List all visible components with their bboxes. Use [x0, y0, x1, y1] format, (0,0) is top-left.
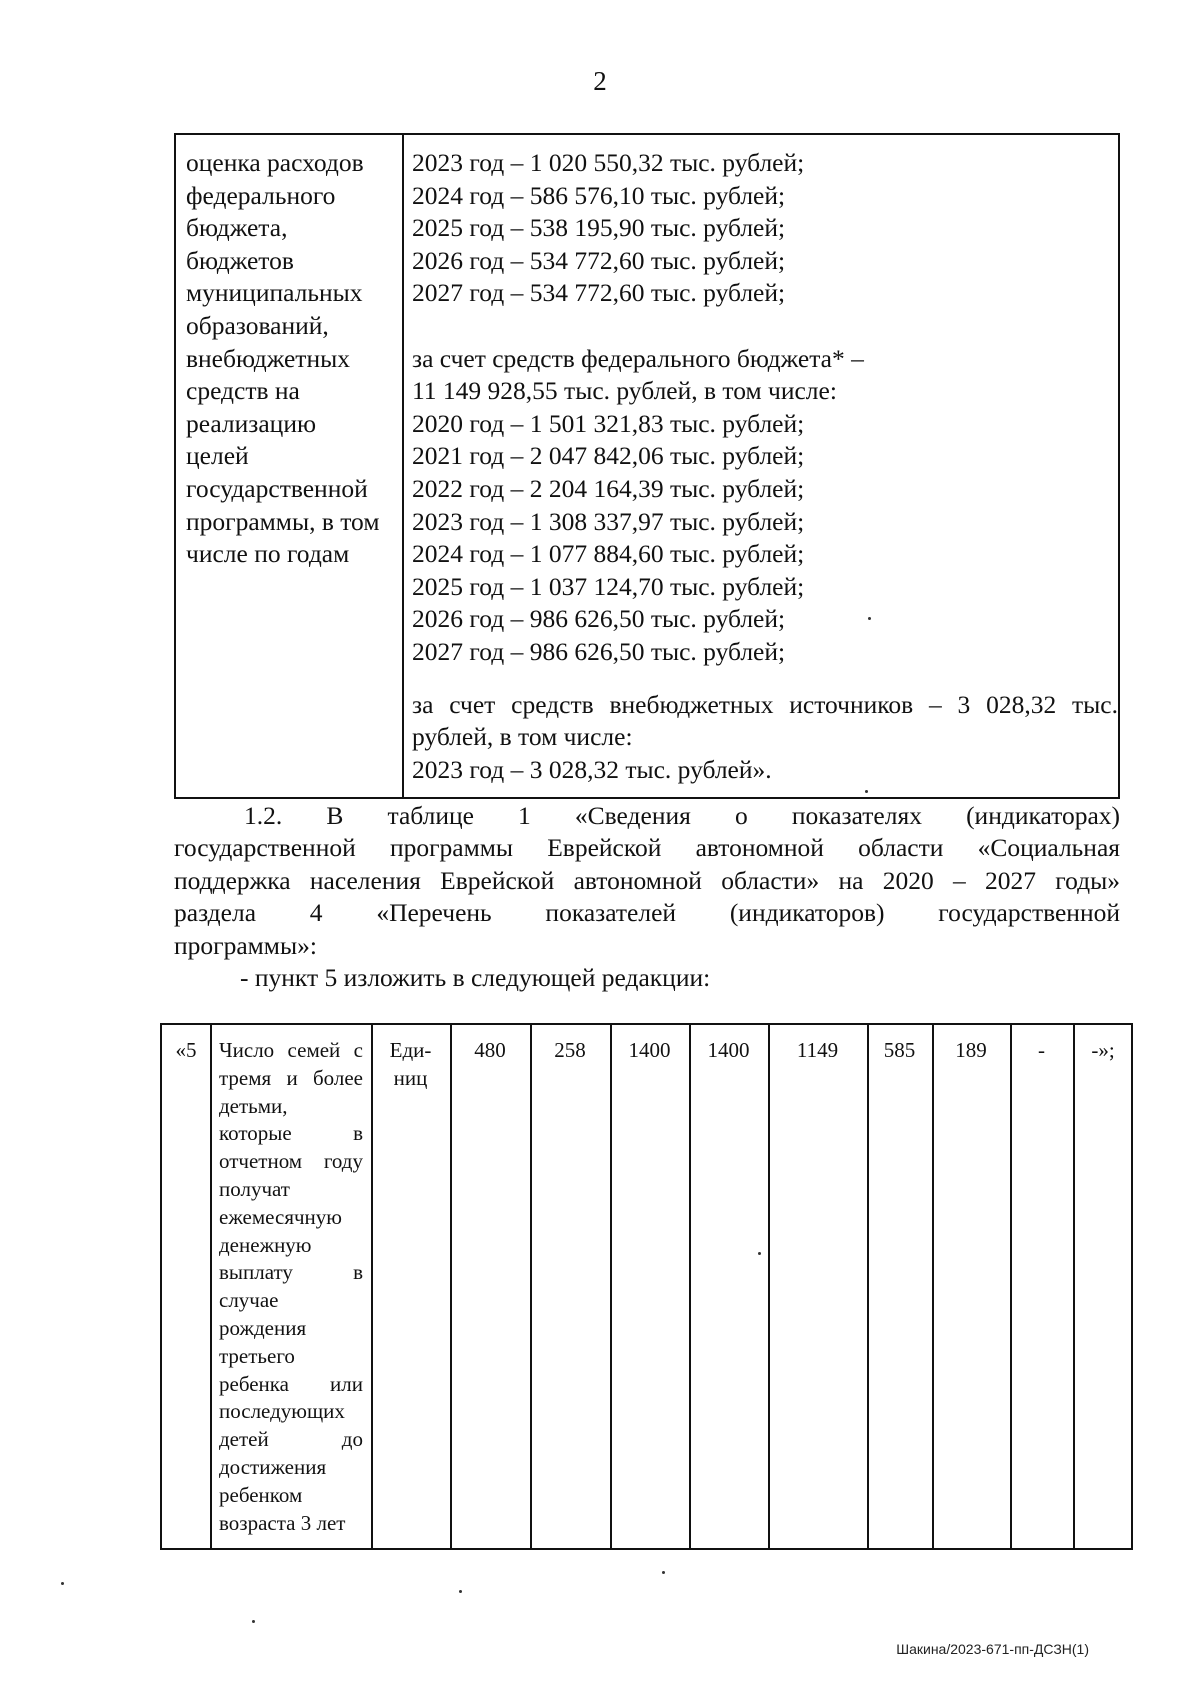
- budget-year-line: 2024 год – 586 576,10 тыс. рублей;: [412, 180, 786, 210]
- label-line: бюджета,: [186, 213, 288, 243]
- label-line: целей: [186, 441, 249, 471]
- description-line: последующих: [219, 1399, 345, 1424]
- description-line: которые в: [219, 1121, 363, 1146]
- indicator-table: [160, 1023, 1133, 1550]
- paragraph-line: поддержка населения Еврейской автономной области» на 2020 – 2027 годы»: [174, 865, 1120, 895]
- label-line: средств на: [186, 376, 300, 406]
- federal-budget-total: 11 149 928,55 тыс. рублей, в том числе:: [412, 376, 837, 406]
- budget-year-line: 2026 год – 986 626,50 тыс. рублей;: [412, 604, 786, 634]
- budget-year-line: 2024 год – 1 077 884,60 тыс. рублей;: [412, 539, 805, 569]
- row-number: «5: [175, 1038, 197, 1062]
- description-line: рождения: [219, 1315, 307, 1340]
- label-line: внебюджетных: [186, 343, 350, 373]
- table-column-divider: [402, 135, 404, 797]
- paragraph-line: раздела 4 «Перечень показателей (индикаторов) государственной: [174, 898, 1120, 928]
- value-cell: 189: [955, 1038, 987, 1062]
- budget-values-cell: [412, 147, 1118, 786]
- description-line: получат: [219, 1176, 290, 1201]
- budget-year-line: 2027 год – 534 772,60 тыс. рублей;: [412, 278, 786, 308]
- budget-year-line: 2025 год – 1 037 124,70 тыс. рублей;: [412, 571, 805, 601]
- budget-year-line: 2021 год – 2 047 842,06 тыс. рублей;: [412, 441, 805, 471]
- scan-speck: [662, 1571, 665, 1574]
- label-line: числе по годам: [186, 539, 350, 569]
- unit-line: ниц: [393, 1065, 428, 1090]
- description-line: возраста 3 лет: [219, 1510, 346, 1535]
- description-line: ежемесячную: [219, 1204, 342, 1229]
- value-cell: 585: [883, 1038, 916, 1062]
- description-line: отчетном году: [219, 1149, 363, 1174]
- label-line: оценка расходов: [186, 148, 364, 177]
- label-line: муниципальных: [186, 278, 363, 308]
- paragraph-line: 1.2. В таблице 1 «Сведения о показателях (индикаторах): [244, 801, 1120, 830]
- description-line: ребенка или: [219, 1371, 363, 1396]
- description-line: случае: [219, 1288, 279, 1313]
- value-cell: 1400: [628, 1038, 671, 1062]
- description-line: достижения: [219, 1454, 327, 1479]
- value-cell: 1149: [796, 1038, 839, 1062]
- description-line: денежную: [219, 1232, 312, 1257]
- amendment-paragraph: [174, 800, 1120, 994]
- label-line: реализацию: [186, 408, 317, 438]
- description-line: ребенком: [219, 1482, 303, 1507]
- budget-year-line: 2023 год – 1 308 337,97 тыс. рублей;: [412, 506, 805, 536]
- budget-year-line: 2025 год – 538 195,90 тыс. рублей;: [412, 213, 786, 243]
- description-line: детьми,: [219, 1093, 288, 1118]
- label-line: бюджетов: [186, 245, 294, 275]
- value-cell: 1400: [707, 1038, 750, 1062]
- scan-speck: [868, 617, 871, 620]
- paragraph-line: государственной программы Еврейской автономной области «Социальная: [174, 833, 1120, 863]
- value-cell: 258: [554, 1038, 586, 1062]
- budget-table: [174, 133, 1120, 799]
- budget-year-line: 2027 год – 986 626,50 тыс. рублей;: [412, 636, 786, 666]
- paragraph-bullet: - пункт 5 изложить в следующей редакции:: [240, 963, 711, 993]
- label-line: федерального: [186, 180, 336, 210]
- budget-label-cell: [186, 147, 398, 571]
- value-cell: -»;: [1091, 1038, 1115, 1062]
- scan-speck: [252, 1620, 255, 1623]
- value-cell: 480: [474, 1038, 506, 1062]
- budget-year-line: 2022 год – 2 204 164,39 тыс. рублей;: [412, 473, 805, 503]
- description-line: третьего: [219, 1343, 295, 1368]
- description-line: тремя и более: [219, 1065, 363, 1090]
- page-number: 2: [593, 66, 607, 96]
- description-line: детей до: [219, 1427, 363, 1452]
- scan-speck: [865, 790, 868, 793]
- label-line: программы, в том: [186, 506, 380, 536]
- label-line: государственной: [186, 473, 368, 503]
- extrabudgetary-subheading: рублей, в том числе:: [412, 722, 633, 752]
- description-line: выплату в: [219, 1260, 363, 1285]
- document-footer-code: Шакина/2023-671-пп-ДСЗН(1): [896, 1641, 1089, 1657]
- unit-cell: [371, 1037, 450, 1093]
- scan-speck: [459, 1590, 462, 1593]
- paragraph-line: программы»:: [174, 930, 317, 960]
- budget-year-line: 2020 год – 1 501 321,83 тыс. рублей;: [412, 408, 805, 438]
- federal-budget-heading: за счет средств федерального бюджета* –: [412, 343, 864, 373]
- budget-year-line: 2023 год – 1 020 550,32 тыс. рублей;: [412, 148, 805, 177]
- description-line: Число семей с: [219, 1038, 363, 1062]
- value-cell: -: [1038, 1038, 1045, 1062]
- extrabudgetary-heading: за счет средств внебюджетных источников – 3 028,32 тыс.: [412, 689, 1118, 719]
- unit-line: Еди-: [389, 1038, 432, 1062]
- scan-speck: [61, 1582, 64, 1585]
- budget-year-line: 2026 год – 534 772,60 тыс. рублей;: [412, 245, 786, 275]
- scan-speck: [758, 1252, 761, 1255]
- label-line: образований,: [186, 310, 329, 340]
- indicator-description: [219, 1037, 363, 1537]
- budget-year-line: 2023 год – 3 028,32 тыс. рублей».: [412, 754, 772, 784]
